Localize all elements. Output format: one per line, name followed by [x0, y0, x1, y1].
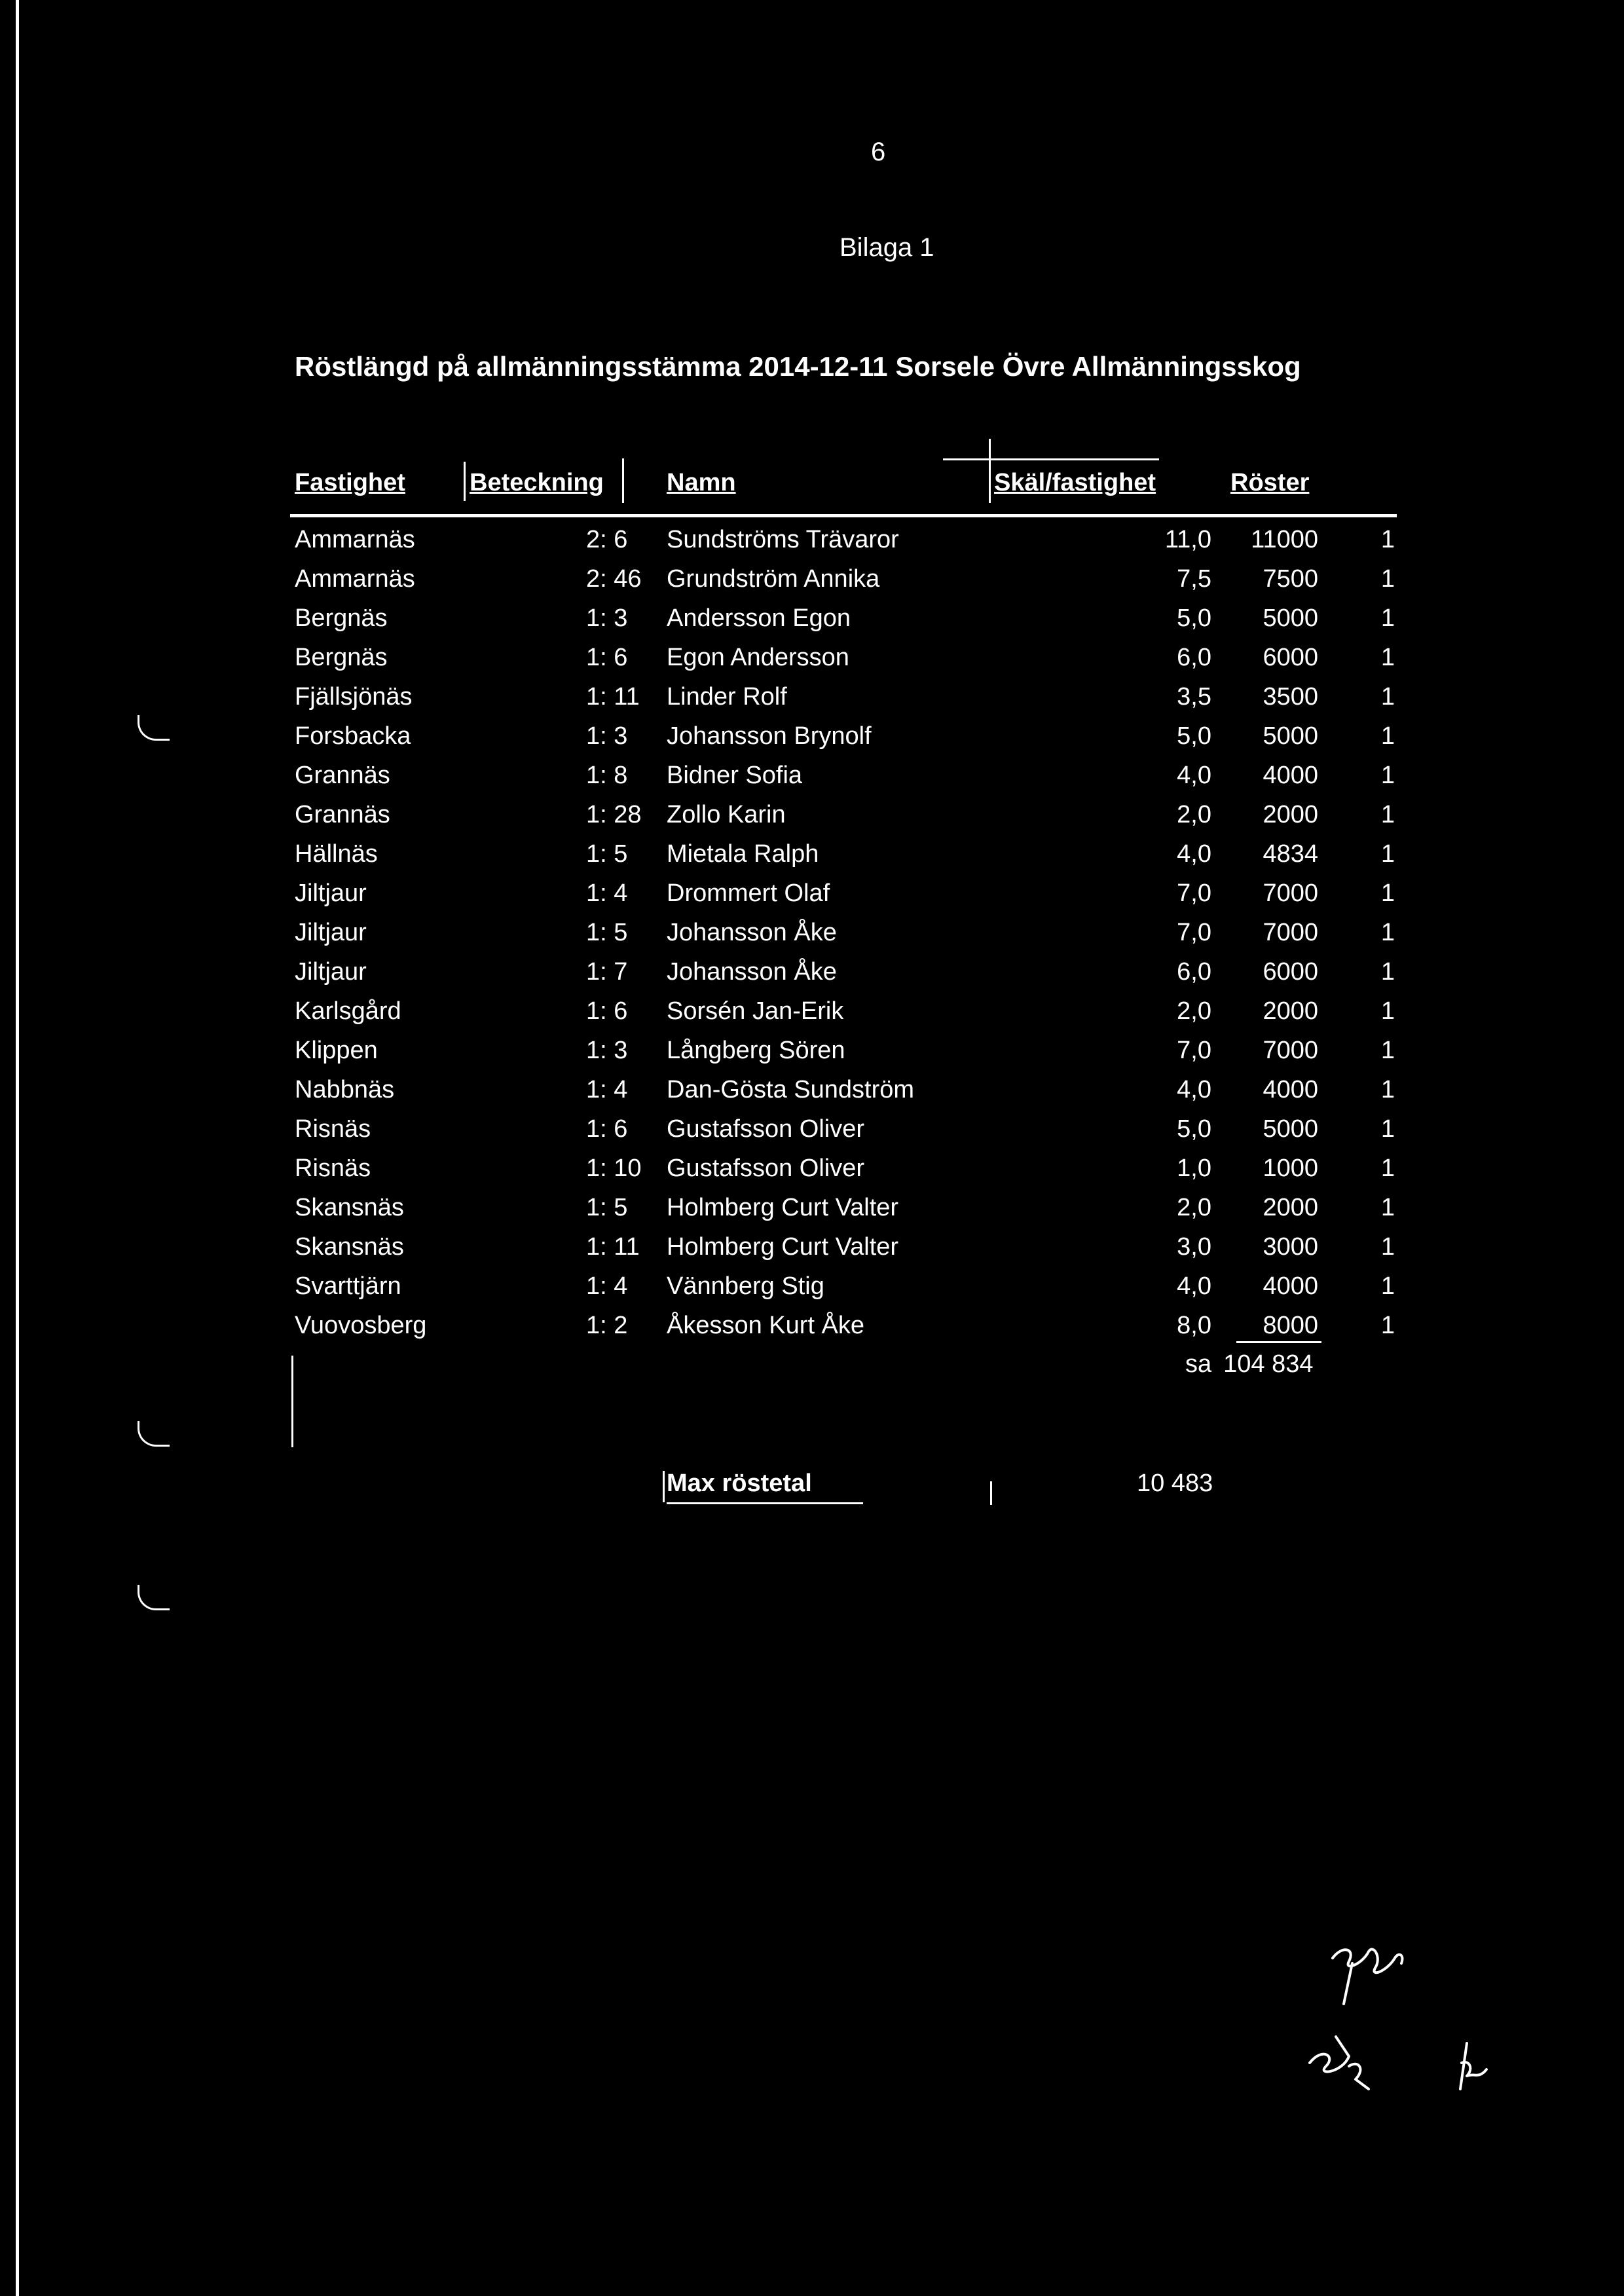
document-title: Röstlängd på allmänningsstämma 2014-12-11 Sorsele Övre Allmänningsskog [295, 351, 1301, 382]
cell-count: 1 [1380, 1037, 1395, 1064]
cell-namn: Holmberg Curt Valter [667, 1194, 899, 1221]
cell-count: 1 [1380, 762, 1395, 789]
table-row [0, 914, 1624, 953]
cell-skal-fastighet: 2,0 [1177, 801, 1211, 828]
cell-skal-fastighet: 4,0 [1177, 840, 1211, 868]
cell-beteckning: 1: 11 [586, 1233, 640, 1261]
cell-roster: 5000 [1263, 722, 1318, 750]
cell-beteckning: 2: 6 [586, 526, 628, 553]
cell-roster: 2000 [1263, 1194, 1318, 1221]
cell-fastighet: Bergnäs [295, 644, 388, 671]
cell-skal-fastighet: 6,0 [1177, 644, 1211, 671]
cell-beteckning: 1: 4 [586, 880, 628, 907]
vote-register-table [0, 521, 1624, 1346]
table-row [0, 599, 1624, 639]
cell-count: 1 [1380, 1233, 1395, 1261]
cell-fastighet: Grannäs [295, 801, 390, 828]
cell-skal-fastighet: 11,0 [1164, 526, 1211, 553]
cell-skal-fastighet: 3,0 [1177, 1233, 1211, 1261]
cell-skal-fastighet: 2,0 [1177, 1194, 1211, 1221]
appendix-label: Bilaga 1 [840, 233, 934, 262]
table-row [0, 1228, 1624, 1267]
cell-count: 1 [1380, 840, 1395, 868]
cell-namn: Johansson Brynolf [667, 722, 872, 750]
cell-roster: 1000 [1263, 1155, 1318, 1182]
cell-fastighet: Ammarnäs [295, 565, 415, 593]
cell-skal-fastighet: 4,0 [1177, 1272, 1211, 1300]
cell-beteckning: 1: 5 [586, 840, 628, 868]
left-margin-line [291, 1356, 293, 1447]
cell-roster: 5000 [1263, 1115, 1318, 1143]
cell-roster: 3500 [1263, 683, 1318, 711]
table-row [0, 953, 1624, 992]
cell-count: 1 [1380, 1272, 1395, 1300]
table-row [0, 1071, 1624, 1110]
cell-namn: Sundströms Trävaror [667, 526, 899, 553]
cell-roster: 2000 [1263, 997, 1318, 1025]
cell-namn: Dan-Gösta Sundström [667, 1076, 915, 1103]
table-row [0, 796, 1624, 835]
sum-value: 104 834 [1223, 1350, 1314, 1378]
cell-fastighet: Bergnäs [295, 604, 388, 632]
table-row [0, 1306, 1624, 1346]
cell-fastighet: Skansnäs [295, 1233, 404, 1261]
cell-namn: Vännberg Stig [667, 1272, 824, 1300]
column-header-fastighet: Fastighet [295, 469, 405, 496]
corner-mark-icon [138, 1585, 170, 1610]
cell-beteckning: 1: 5 [586, 919, 628, 946]
cell-count: 1 [1380, 1115, 1395, 1143]
cell-fastighet: Grannäs [295, 762, 390, 789]
cell-skal-fastighet: 7,5 [1177, 565, 1211, 593]
cell-beteckning: 1: 2 [586, 1312, 628, 1339]
cell-roster: 7000 [1263, 919, 1318, 946]
cell-namn: Mietala Ralph [667, 840, 819, 868]
header-top-rule [943, 458, 1159, 460]
cell-roster: 4000 [1263, 762, 1318, 789]
cell-skal-fastighet: 7,0 [1177, 919, 1211, 946]
cell-count: 1 [1380, 1155, 1395, 1182]
page-number: 6 [871, 138, 886, 166]
max-votes-bracket [663, 1471, 665, 1502]
cell-roster: 4000 [1263, 1272, 1318, 1300]
cell-roster: 4834 [1263, 840, 1318, 868]
table-row [0, 639, 1624, 678]
cell-skal-fastighet: 1,0 [1177, 1155, 1211, 1182]
cell-roster: 2000 [1263, 801, 1318, 828]
sum-label: sa [1185, 1350, 1212, 1378]
cell-skal-fastighet: 3,5 [1177, 683, 1211, 711]
cell-beteckning: 1: 5 [586, 1194, 628, 1221]
cell-roster: 7000 [1263, 1037, 1318, 1064]
cell-count: 1 [1380, 644, 1395, 671]
cell-namn: Grundström Annika [667, 565, 880, 593]
cell-skal-fastighet: 5,0 [1177, 722, 1211, 750]
cell-beteckning: 1: 6 [586, 997, 628, 1025]
cell-beteckning: 1: 28 [586, 801, 642, 828]
cell-roster: 5000 [1263, 604, 1318, 632]
table-row [0, 1110, 1624, 1149]
table-row [0, 521, 1624, 560]
sum-line [1236, 1341, 1321, 1343]
cell-count: 1 [1380, 565, 1395, 593]
cell-namn: Egon Andersson [667, 644, 849, 671]
cell-roster: 6000 [1263, 644, 1318, 671]
cell-skal-fastighet: 7,0 [1177, 880, 1211, 907]
cell-skal-fastighet: 4,0 [1177, 762, 1211, 789]
cell-count: 1 [1380, 604, 1395, 632]
column-header-roster: Röster [1230, 469, 1310, 496]
cell-fastighet: Karlsgård [295, 997, 401, 1025]
cell-fastighet: Fjällsjönäs [295, 683, 413, 711]
cell-beteckning: 1: 4 [586, 1272, 628, 1300]
cell-beteckning: 1: 8 [586, 762, 628, 789]
cell-skal-fastighet: 2,0 [1177, 997, 1211, 1025]
cell-count: 1 [1380, 526, 1395, 553]
cell-fastighet: Risnäs [295, 1155, 371, 1182]
cell-roster: 6000 [1263, 958, 1318, 986]
cell-count: 1 [1380, 1076, 1395, 1103]
table-row [0, 1267, 1624, 1306]
cell-beteckning: 1: 3 [586, 1037, 628, 1064]
cell-count: 1 [1380, 683, 1395, 711]
cell-count: 1 [1380, 1194, 1395, 1221]
cell-namn: Åkesson Kurt Åke [667, 1312, 865, 1339]
cell-roster: 7000 [1263, 880, 1318, 907]
cell-fastighet: Risnäs [295, 1115, 371, 1143]
table-row [0, 835, 1624, 874]
cell-skal-fastighet: 5,0 [1177, 604, 1211, 632]
cell-skal-fastighet: 8,0 [1177, 1312, 1211, 1339]
column-header-skal-fastighet: Skäl/fastighet [994, 469, 1156, 496]
cell-namn: Andersson Egon [667, 604, 851, 632]
header-divider [622, 458, 624, 503]
cell-beteckning: 2: 46 [586, 565, 642, 593]
header-divider [989, 439, 991, 503]
cell-roster: 8000 [1263, 1312, 1318, 1339]
corner-mark-icon [138, 1421, 170, 1447]
cell-count: 1 [1380, 958, 1395, 986]
cell-fastighet: Nabbnäs [295, 1076, 395, 1103]
cell-beteckning: 1: 3 [586, 604, 628, 632]
cell-beteckning: 1: 4 [586, 1076, 628, 1103]
table-row [0, 560, 1624, 599]
cell-beteckning: 1: 6 [586, 644, 628, 671]
max-votes-label: Max röstetal [667, 1470, 812, 1497]
cell-namn: Långberg Sören [667, 1037, 845, 1064]
cell-fastighet: Forsbacka [295, 722, 411, 750]
cell-roster: 3000 [1263, 1233, 1318, 1261]
cell-namn: Gustafsson Oliver [667, 1155, 864, 1182]
cell-beteckning: 1: 11 [586, 683, 640, 711]
cell-fastighet: Svarttjärn [295, 1272, 401, 1300]
cell-beteckning: 1: 6 [586, 1115, 628, 1143]
cell-namn: Johansson Åke [667, 958, 837, 986]
cell-count: 1 [1380, 997, 1395, 1025]
cell-beteckning: 1: 7 [586, 958, 628, 986]
cell-namn: Sorsén Jan-Erik [667, 997, 844, 1025]
table-row [0, 1149, 1624, 1189]
cell-roster: 11000 [1251, 526, 1318, 553]
cell-skal-fastighet: 5,0 [1177, 1115, 1211, 1143]
column-header-namn: Namn [667, 469, 736, 496]
cell-namn: Zollo Karin [667, 801, 786, 828]
cell-namn: Drommert Olaf [667, 880, 830, 907]
cell-fastighet: Klippen [295, 1037, 378, 1064]
table-row [0, 717, 1624, 756]
cell-count: 1 [1380, 1312, 1395, 1339]
header-rule [290, 514, 1397, 517]
header-divider [464, 462, 466, 501]
cell-count: 1 [1380, 722, 1395, 750]
cell-namn: Linder Rolf [667, 683, 787, 711]
table-row [0, 678, 1624, 717]
cell-namn: Johansson Åke [667, 919, 837, 946]
cell-skal-fastighet: 7,0 [1177, 1037, 1211, 1064]
cell-roster: 4000 [1263, 1076, 1318, 1103]
table-row [0, 756, 1624, 796]
table-row [0, 874, 1624, 914]
cell-fastighet: Ammarnäs [295, 526, 415, 553]
cell-count: 1 [1380, 801, 1395, 828]
sum-row [1185, 1350, 1325, 1379]
column-header-beteckning: Beteckning [470, 469, 604, 496]
max-votes-underline [667, 1502, 863, 1504]
cell-fastighet: Skansnäs [295, 1194, 404, 1221]
max-votes-value: 10 483 [1137, 1470, 1213, 1497]
cell-count: 1 [1380, 919, 1395, 946]
cell-fastighet: Jiltjaur [295, 919, 367, 946]
cell-fastighet: Hällnäs [295, 840, 378, 868]
cell-beteckning: 1: 10 [586, 1155, 642, 1182]
cell-beteckning: 1: 3 [586, 722, 628, 750]
table-row [0, 992, 1624, 1031]
cell-namn: Holmberg Curt Valter [667, 1233, 899, 1261]
cell-namn: Bidner Sofia [667, 762, 803, 789]
cell-count: 1 [1380, 880, 1395, 907]
cell-fastighet: Vuovosberg [295, 1312, 427, 1339]
cell-skal-fastighet: 6,0 [1177, 958, 1211, 986]
max-votes-bracket [990, 1481, 992, 1505]
cell-skal-fastighet: 4,0 [1177, 1076, 1211, 1103]
cell-fastighet: Jiltjaur [295, 880, 367, 907]
cell-namn: Gustafsson Oliver [667, 1115, 864, 1143]
cell-fastighet: Jiltjaur [295, 958, 367, 986]
table-row [0, 1189, 1624, 1228]
cell-roster: 7500 [1263, 565, 1318, 593]
handwritten-signature [1270, 1932, 1493, 2096]
table-row [0, 1031, 1624, 1071]
